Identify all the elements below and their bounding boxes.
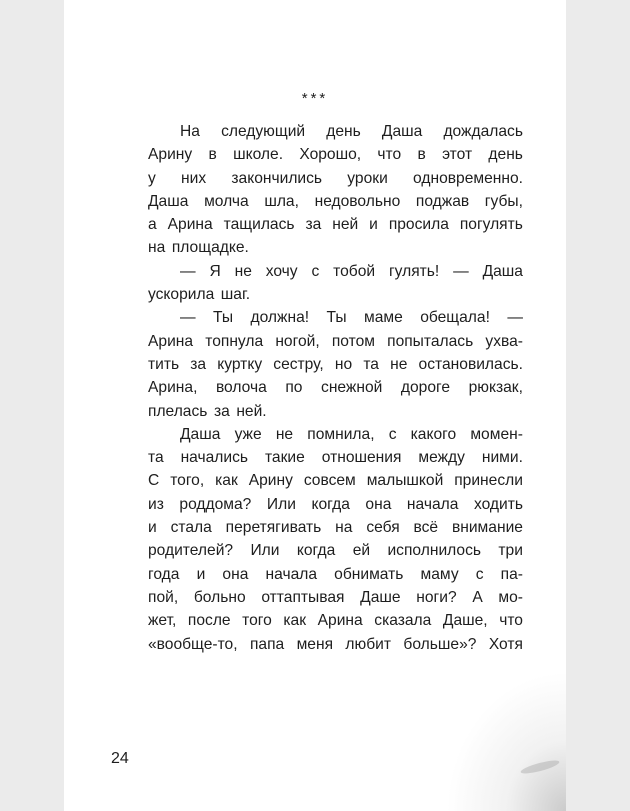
word: них: [181, 169, 207, 187]
word: за: [213, 402, 230, 420]
word: помнила,: [307, 425, 375, 443]
word: волоча: [215, 379, 267, 397]
word: А: [472, 588, 483, 606]
word: маме: [363, 309, 403, 327]
word: куртку: [217, 355, 263, 373]
book-page: [64, 0, 566, 811]
word: совсем: [303, 472, 356, 490]
text-line: [148, 353, 523, 376]
word: любит: [345, 635, 392, 653]
word: из: [148, 495, 164, 513]
word: Ты: [213, 309, 234, 327]
word: —: [453, 262, 469, 280]
text-line: [148, 190, 523, 213]
word: а: [148, 216, 157, 234]
body-text: [148, 120, 523, 656]
word: меня: [296, 635, 334, 653]
word: того: [242, 612, 272, 630]
word: исполнилось: [387, 542, 482, 560]
word: сестру,: [273, 355, 324, 373]
text-line: [148, 376, 523, 399]
word: ногой,: [275, 332, 320, 350]
word: пой,: [148, 588, 179, 606]
word: в: [417, 146, 426, 164]
word: ухва-: [485, 332, 523, 350]
word: стала: [170, 519, 212, 537]
word: тащилась: [223, 216, 295, 234]
text-line: [148, 213, 523, 236]
word: отношения: [321, 449, 402, 467]
word: она: [222, 565, 249, 583]
text-line: [148, 586, 523, 609]
word: та: [148, 449, 164, 467]
word: начала: [265, 565, 318, 583]
word: себя: [366, 519, 400, 537]
word: малышкой: [366, 472, 444, 490]
word: Даша: [381, 123, 423, 140]
word: не: [390, 355, 408, 373]
word: и: [369, 216, 378, 234]
word: у: [148, 169, 156, 187]
word: молча: [204, 192, 249, 210]
word: день: [488, 146, 523, 164]
word: с: [311, 262, 320, 280]
section-separator: ***: [301, 90, 329, 107]
word: начала: [406, 495, 459, 513]
text-line: [148, 469, 523, 492]
word: на: [335, 519, 353, 537]
word: Или: [250, 542, 280, 560]
word: жет,: [148, 612, 177, 630]
word: начались: [180, 449, 249, 467]
text-line: [148, 260, 523, 283]
word: и: [196, 565, 206, 583]
word: Ты: [326, 309, 347, 327]
word: она: [365, 495, 392, 513]
word: потом: [331, 332, 375, 350]
text-line: [148, 633, 523, 656]
word: всё: [413, 519, 439, 537]
word: Арину: [148, 146, 193, 164]
word: за: [190, 355, 207, 373]
word: плелась: [148, 402, 208, 420]
word: на: [148, 239, 166, 257]
word: Даша: [180, 425, 221, 443]
word: не: [275, 425, 294, 443]
text-line: [148, 563, 523, 586]
word: в: [208, 146, 217, 164]
word: Арина: [167, 216, 213, 234]
word: ней: [332, 216, 359, 234]
word: между: [418, 449, 465, 467]
word: Хорошо,: [299, 146, 362, 164]
word: этот: [442, 146, 473, 164]
word: что: [377, 146, 402, 164]
word: когда: [296, 542, 336, 560]
word: снежной: [321, 379, 383, 397]
word: ходить: [473, 495, 523, 513]
word: что: [499, 612, 523, 630]
text-line: [148, 539, 523, 562]
text-line: [148, 400, 523, 423]
word: тить: [148, 355, 180, 373]
text-line: [148, 516, 523, 539]
word: того,: [170, 472, 205, 490]
word: роддома?: [179, 495, 252, 513]
word: день: [326, 123, 361, 140]
text-line: [148, 493, 523, 516]
word: три: [498, 542, 523, 560]
word: сказала: [374, 612, 432, 630]
word: Даше: [360, 588, 401, 606]
word: гулять!: [388, 262, 440, 280]
word: ей: [352, 542, 371, 560]
word: как: [283, 612, 307, 630]
word: с: [475, 565, 484, 583]
word: ней.: [236, 402, 267, 420]
word: года: [148, 565, 180, 583]
word: хочу: [265, 262, 298, 280]
page-shadow: [446, 671, 566, 811]
word: Арина,: [148, 379, 198, 397]
word: та: [363, 355, 379, 373]
word: погулять: [459, 216, 523, 234]
word: какого: [410, 425, 457, 443]
text-line: [148, 423, 523, 446]
word: —: [180, 309, 196, 327]
word: после: [187, 612, 231, 630]
text-line: [148, 330, 523, 353]
word: шаг.: [220, 286, 251, 304]
word: принесли: [454, 472, 523, 490]
word: ускорила: [148, 286, 215, 304]
word: уроки: [347, 169, 388, 187]
word: по: [285, 379, 303, 397]
word: Арина: [148, 332, 194, 350]
text-line: [148, 283, 523, 306]
word: оттаптывая: [261, 588, 345, 606]
word: Даше,: [442, 612, 488, 630]
word: следующий: [221, 123, 306, 140]
word: топнула: [205, 332, 264, 350]
word: уже: [234, 425, 262, 443]
word: обнимать: [334, 565, 404, 583]
word: попыталась: [387, 332, 474, 350]
word: мо-: [498, 588, 523, 606]
word: тобой: [333, 262, 376, 280]
word: Даша: [482, 262, 523, 280]
word: момен-: [470, 425, 523, 443]
word: —: [507, 309, 523, 327]
text-line: [148, 236, 523, 259]
text-line: [148, 609, 523, 632]
word: одновременно.: [413, 169, 523, 187]
word: шла,: [264, 192, 299, 210]
text-line: [148, 120, 523, 143]
word: папа: [249, 635, 285, 653]
word: поджав: [415, 192, 470, 210]
word: закончились: [231, 169, 323, 187]
word: па-: [500, 565, 523, 583]
word: но: [334, 355, 353, 373]
word: площадке.: [171, 239, 249, 257]
page-number: 24: [111, 750, 129, 767]
word: дождалась: [443, 123, 523, 140]
word: дороге: [400, 379, 451, 397]
word: с: [388, 425, 397, 443]
word: маму: [420, 565, 459, 583]
text-line: [148, 143, 523, 166]
text-line: [148, 446, 523, 469]
text-line: [148, 306, 523, 329]
word: Хотя: [488, 635, 523, 653]
word: С: [148, 472, 160, 490]
word: больше»?: [403, 635, 477, 653]
word: просила: [388, 216, 449, 234]
word: перетягивать: [225, 519, 322, 537]
word: внимание: [451, 519, 523, 537]
word: Даша: [148, 192, 189, 210]
word: больно: [193, 588, 246, 606]
word: ноги?: [416, 588, 457, 606]
word: недовольно: [314, 192, 401, 210]
word: когда: [311, 495, 350, 513]
word: родителей?: [148, 542, 234, 560]
word: рюкзак,: [468, 379, 523, 397]
word: губы,: [484, 192, 523, 210]
word: Арину: [248, 472, 293, 490]
word: и: [148, 519, 157, 537]
word: школе.: [233, 146, 284, 164]
word: такие: [264, 449, 305, 467]
word: Арина: [317, 612, 363, 630]
word: остановилась.: [418, 355, 523, 373]
word: На: [180, 123, 200, 140]
word: как: [215, 472, 238, 490]
word: не: [234, 262, 252, 280]
word: ними.: [481, 449, 523, 467]
word: обещала!: [420, 309, 490, 327]
word: —: [180, 262, 196, 280]
word: должна!: [250, 309, 310, 327]
text-line: [148, 167, 523, 190]
word: Или: [266, 495, 296, 513]
word: Я: [209, 262, 221, 280]
word: за: [305, 216, 322, 234]
word: «вообще-то,: [148, 635, 238, 653]
